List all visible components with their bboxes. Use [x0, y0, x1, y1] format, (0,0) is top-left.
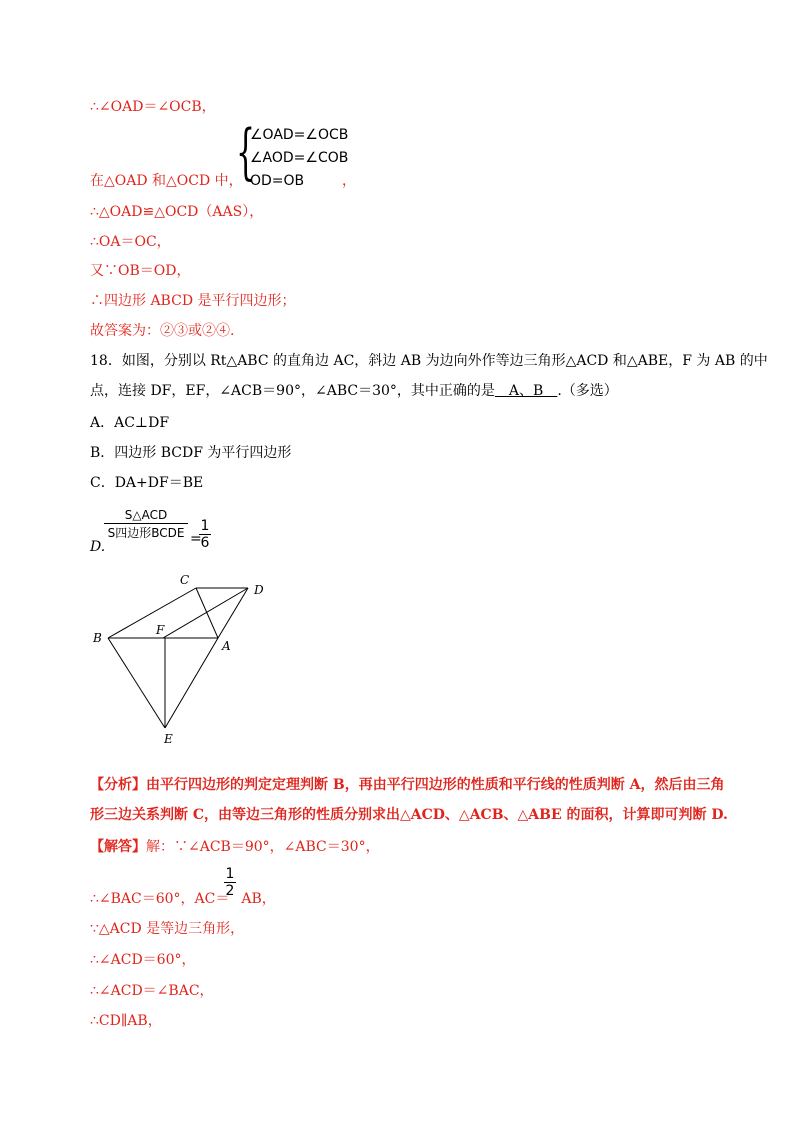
label-f: F [156, 623, 165, 637]
solution-line4: ∴∠ACD＝60°， [90, 952, 196, 968]
question-18-line2 [90, 382, 618, 400]
segment-da [218, 588, 248, 638]
option-d-label: D. [90, 539, 106, 555]
question-18-answer: A、B [494, 383, 558, 399]
proof-line-ob-od: 又∵OB＝OD， [90, 263, 191, 279]
proof-line-in-triangles [90, 172, 243, 190]
system-trailing-comma: ， [342, 173, 356, 189]
question-18-line1: 18．如图，分别以 Rt△ABC 的直角边 AC，斜边 AB 为边向外作等边三角形△ACD 和△ABE，F 为 AB 的中 [90, 353, 768, 369]
option-d-rhs-num: 1 [200, 518, 210, 534]
segment-df [163, 588, 248, 638]
proof-line-oa-oc: ∴OA＝OC， [90, 234, 171, 250]
analysis-tag: 【分析】 [90, 777, 146, 793]
solution-line6: ∴CD∥AB， [90, 1013, 162, 1029]
system-eq-1: ∠OAD=∠OCB [250, 127, 349, 143]
label-d: D [254, 583, 264, 597]
option-c: C．DA+DF＝BE [90, 475, 204, 491]
label-c: C [180, 573, 190, 587]
option-a: A．AC⊥DF [90, 415, 170, 431]
half-den: 2 [225, 883, 235, 899]
label-e: E [164, 732, 173, 746]
solution-s2-post: AB， [241, 891, 276, 907]
half-num: 1 [225, 866, 235, 882]
option-d-fraction [104, 508, 188, 541]
analysis-line2: 形三边关系判断 C，由等边三角形的性质分别求出△ACD、△ACB、△ABE 的面积，计算即可判断 D. [90, 807, 728, 823]
analysis-text1: 由平行四边形的判定定理判断 B，再由平行四边形的性质和平行线的性质判断 A，然后由三角 [146, 777, 725, 793]
label-a: A [222, 639, 231, 653]
proof-line-parallelogram: ∴四边形 ABCD 是平行四边形； [90, 293, 296, 309]
solution-tag: 【解答】 [90, 839, 146, 855]
system-eq-3: OD=OB [250, 173, 305, 189]
solution-half-fraction [224, 866, 236, 899]
solution-line1 [90, 838, 380, 856]
option-d-rhs [199, 518, 211, 551]
segment-be [108, 638, 165, 728]
solution-line3: ∵△ACD 是等边三角形， [90, 921, 245, 937]
question-18-line2-post: .（多选） [557, 383, 618, 399]
option-d-equals: = [190, 531, 202, 547]
solution-s1: 解：∵∠ACB＝90°，∠ABC＝30°， [146, 839, 380, 855]
solution-s2-pre: ∴∠BAC＝60°，AC＝ [90, 891, 230, 907]
answer-line: 故答案为：②③或②④. [90, 323, 235, 339]
segment-ca [196, 588, 218, 638]
option-d-denominator: S四边形BCDE [107, 526, 185, 540]
segment-ae [165, 638, 218, 728]
option-d-rhs-den: 6 [200, 535, 210, 551]
geometry-figure [88, 570, 278, 750]
solution-line2 [90, 890, 276, 908]
segment-bc [108, 588, 196, 638]
left-brace: { [236, 117, 256, 187]
solution-line5: ∴∠ACD＝∠BAC， [90, 983, 214, 999]
question-18-line2-pre: 点，连接 DF，EF，∠ACB＝90°，∠ABC＝30°，其中正确的是 [90, 383, 495, 399]
label-b: B [93, 631, 102, 645]
system-eq-2: ∠AOD=∠COB [250, 150, 349, 166]
option-d-numerator: S△ACD [104, 508, 188, 524]
analysis-line1 [90, 776, 724, 794]
in-triangles-text: 在△OAD 和△OCD 中， [90, 173, 243, 189]
proof-line-angle-equal: ∴∠OAD＝∠OCB， [90, 99, 216, 115]
proof-line-congruent: ∴△OAD≌△OCD（AAS）， [90, 204, 264, 220]
option-b: B．四边形 BCDF 为平行四边形 [90, 445, 292, 461]
